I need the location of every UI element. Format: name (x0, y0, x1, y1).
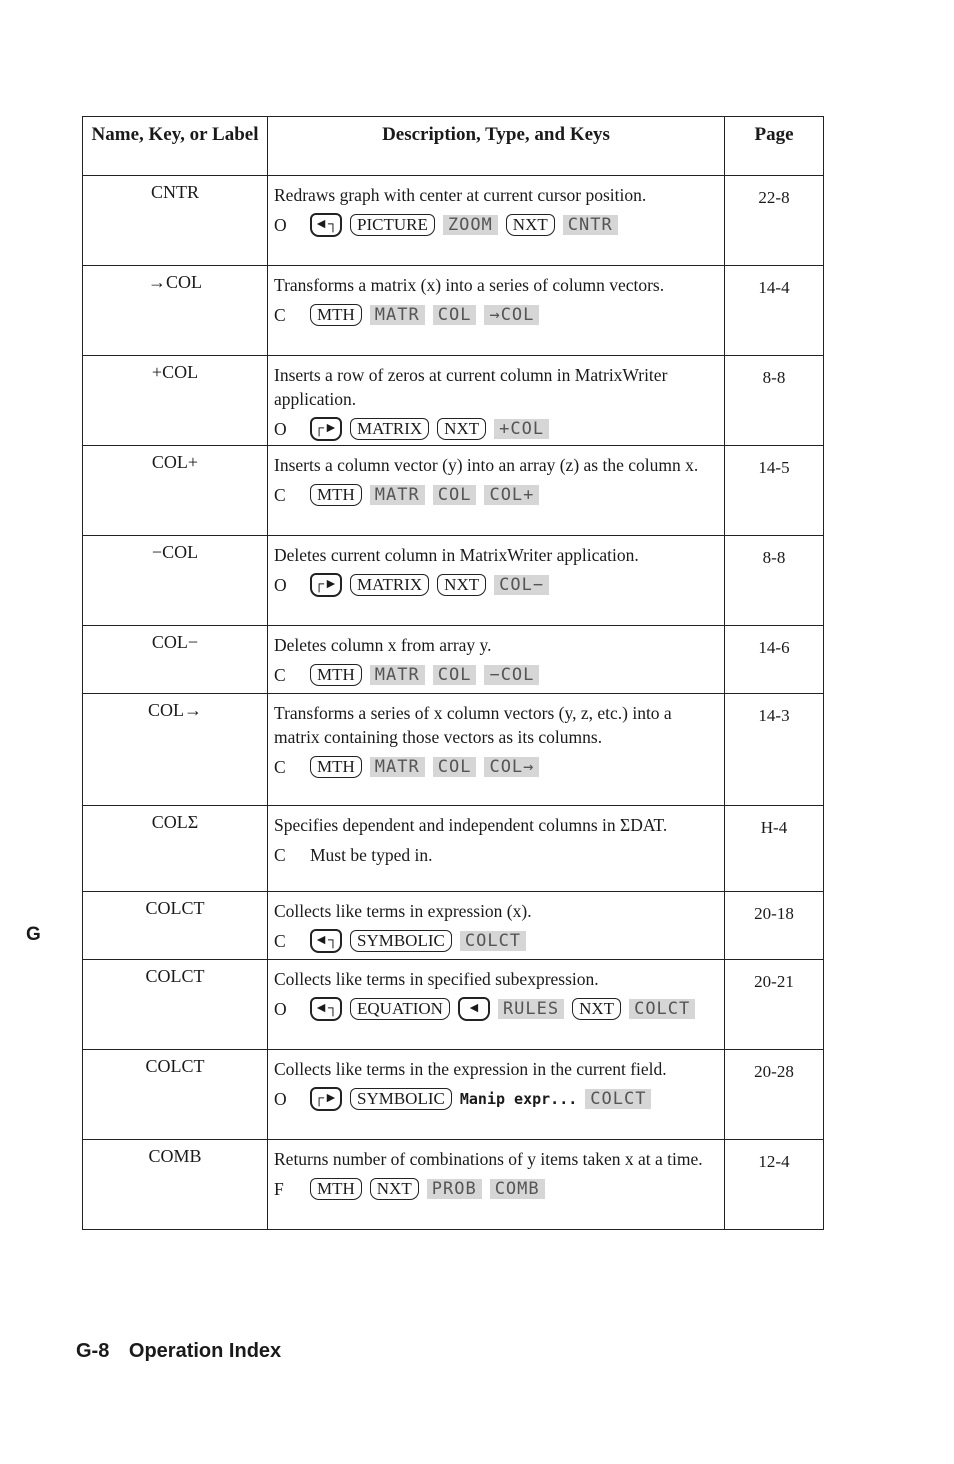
table-row (83, 1050, 824, 1140)
operation-name: +COL (83, 356, 268, 446)
key-sequence (274, 417, 718, 441)
menu-label: COL (433, 305, 477, 325)
table-row (83, 356, 824, 446)
page-reference: 14-3 (725, 694, 824, 806)
menu-label: MATR (370, 665, 425, 685)
menu-label: →COL (484, 305, 539, 325)
table-row (83, 176, 824, 266)
table-row (83, 266, 824, 356)
operation-description: Inserts a column vector (y) into an array (z) as the column x. (274, 455, 699, 475)
operation-type: C (274, 305, 286, 325)
page-reference: 8-8 (725, 536, 824, 626)
menu-label: ZOOM (443, 215, 498, 235)
table-row (83, 626, 824, 694)
keyboard-key: MTH (310, 756, 362, 778)
operation-description: Collects like terms in expression (x). (274, 901, 532, 921)
keyboard-key: MTH (310, 304, 362, 326)
operation-name: COL− (83, 626, 268, 694)
header-page: Page (725, 117, 824, 176)
table-row (83, 694, 824, 806)
operation-description-cell (268, 806, 725, 892)
section-tab-letter: G (26, 924, 41, 945)
menu-label: MATR (370, 485, 425, 505)
key-sequence (274, 1177, 718, 1201)
operation-description: Deletes column x from array y. (274, 635, 492, 655)
operation-type: F (274, 1179, 284, 1199)
menu-label: −COL (484, 665, 539, 685)
menu-label: COLCT (585, 1089, 651, 1109)
operation-type: C (274, 757, 286, 777)
key-sequence (274, 997, 718, 1021)
left-shift-icon: ◄┐ (310, 929, 342, 953)
page-footer (76, 1340, 281, 1363)
page-reference: 14-5 (725, 446, 824, 536)
operation-type: O (274, 999, 287, 1019)
menu-label: COL (433, 485, 477, 505)
operation-name: COLΣ (83, 806, 268, 892)
keyboard-key: MTH (310, 664, 362, 686)
menu-label: CNTR (563, 215, 618, 235)
operation-description-cell (268, 1140, 725, 1230)
right-shift-icon: ┌► (310, 573, 342, 597)
key-sequence (274, 1087, 718, 1111)
operation-type: C (274, 485, 286, 505)
operation-name: CNTR (83, 176, 268, 266)
operation-description: Deletes current column in MatrixWriter application. (274, 545, 639, 565)
operation-description: Transforms a series of x column vectors (y, z, etc.) into a matrix containing those vectors as its columns. (274, 703, 672, 747)
operation-description-cell (268, 960, 725, 1050)
key-sequence (274, 929, 718, 953)
operation-table (82, 116, 824, 1230)
operation-description-cell (268, 1050, 725, 1140)
operation-type: C (274, 665, 286, 685)
operation-description-cell (268, 176, 725, 266)
page-reference: 20-18 (725, 892, 824, 960)
keyboard-key: MATRIX (350, 418, 429, 440)
page-reference: 14-6 (725, 626, 824, 694)
table-header-row (83, 117, 824, 176)
operation-description: Inserts a row of zeros at current column in MatrixWriter application. (274, 365, 668, 409)
table-row (83, 1140, 824, 1230)
operation-description: Specifies dependent and independent columns in ΣDAT. (274, 815, 668, 835)
keyboard-key: NXT (506, 214, 555, 236)
key-sequence (274, 213, 718, 237)
operation-description-cell (268, 694, 725, 806)
operation-name: →COL (83, 266, 268, 356)
key-sequence (274, 483, 718, 507)
command-text: Manip expr... (459, 1090, 578, 1108)
keyboard-key: EQUATION (350, 998, 450, 1020)
keyboard-key: NXT (437, 574, 486, 596)
operation-type: C (274, 931, 286, 951)
operation-description-cell (268, 536, 725, 626)
operation-name: COMB (83, 1140, 268, 1230)
operation-description-cell (268, 446, 725, 536)
footer-section-title: Operation Index (128, 1340, 282, 1362)
operation-description: Transforms a matrix (x) into a series of column vectors. (274, 275, 665, 295)
operation-name: COLCT (83, 892, 268, 960)
operation-type: O (274, 575, 287, 595)
page-reference: 20-21 (725, 960, 824, 1050)
keyboard-key: NXT (572, 998, 621, 1020)
operation-description: Collects like terms in the expression in the current field. (274, 1059, 667, 1079)
left-arrow-icon: ◄ (458, 997, 490, 1021)
operation-description: Collects like terms in specified subexpression. (274, 969, 599, 989)
keyboard-key: NXT (437, 418, 486, 440)
operation-type: O (274, 215, 287, 235)
menu-label: COLCT (629, 999, 695, 1019)
key-sequence (274, 303, 718, 327)
operation-description: Returns number of combinations of y items taken x at a time. (274, 1149, 703, 1169)
operation-name: COLCT (83, 1050, 268, 1140)
operation-name: COL+ (83, 446, 268, 536)
key-sequence (274, 755, 718, 779)
menu-label: COL (433, 757, 477, 777)
key-sequence (274, 663, 718, 687)
header-name: Name, Key, or Label (83, 117, 268, 176)
operation-name: COLCT (83, 960, 268, 1050)
menu-label: +COL (494, 419, 549, 439)
operation-type: O (274, 419, 287, 439)
menu-label: MATR (370, 305, 425, 325)
menu-label: COMB (490, 1179, 545, 1199)
operation-description: Redraws graph with center at current cursor position. (274, 185, 647, 205)
page-reference: 12-4 (725, 1140, 824, 1230)
table-body (83, 176, 824, 1230)
key-sequence (274, 843, 718, 867)
table-row (83, 536, 824, 626)
keyboard-key: MATRIX (350, 574, 429, 596)
operation-name: −COL (83, 536, 268, 626)
table-row (83, 960, 824, 1050)
table-row (83, 806, 824, 892)
menu-label: RULES (498, 999, 564, 1019)
keyboard-key: MTH (310, 1178, 362, 1200)
menu-label: COL+ (484, 485, 539, 505)
key-sequence (274, 573, 718, 597)
page-reference: H-4 (725, 806, 824, 892)
page-reference: 14-4 (725, 266, 824, 356)
operation-type: C (274, 845, 286, 865)
right-shift-icon: ┌► (310, 1087, 342, 1111)
operation-description-cell (268, 892, 725, 960)
menu-label: COL→ (484, 757, 539, 777)
left-shift-icon: ◄┐ (310, 213, 342, 237)
page-reference: 22-8 (725, 176, 824, 266)
operation-description-cell (268, 626, 725, 694)
operation-type: O (274, 1089, 287, 1109)
left-shift-icon: ◄┐ (310, 997, 342, 1021)
keyboard-key: SYMBOLIC (350, 1088, 452, 1110)
keyboard-key: PICTURE (350, 214, 435, 236)
table-row (83, 446, 824, 536)
keyboard-key: SYMBOLIC (350, 930, 452, 952)
keyboard-key: MTH (310, 484, 362, 506)
table-row (83, 892, 824, 960)
page-reference: 20-28 (725, 1050, 824, 1140)
menu-label: PROB (427, 1179, 482, 1199)
right-shift-icon: ┌► (310, 417, 342, 441)
footer-page-number: G-8 (76, 1340, 110, 1362)
page-reference: 8-8 (725, 356, 824, 446)
operation-name: COL→ (83, 694, 268, 806)
keyboard-key: NXT (370, 1178, 419, 1200)
operation-description-cell (268, 356, 725, 446)
menu-label: MATR (370, 757, 425, 777)
menu-label: COL (433, 665, 477, 685)
header-description: Description, Type, and Keys (268, 117, 725, 176)
menu-label: COL− (494, 575, 549, 595)
note-text: Must be typed in. (310, 845, 433, 865)
operation-description-cell (268, 266, 725, 356)
menu-label: COLCT (460, 931, 526, 951)
